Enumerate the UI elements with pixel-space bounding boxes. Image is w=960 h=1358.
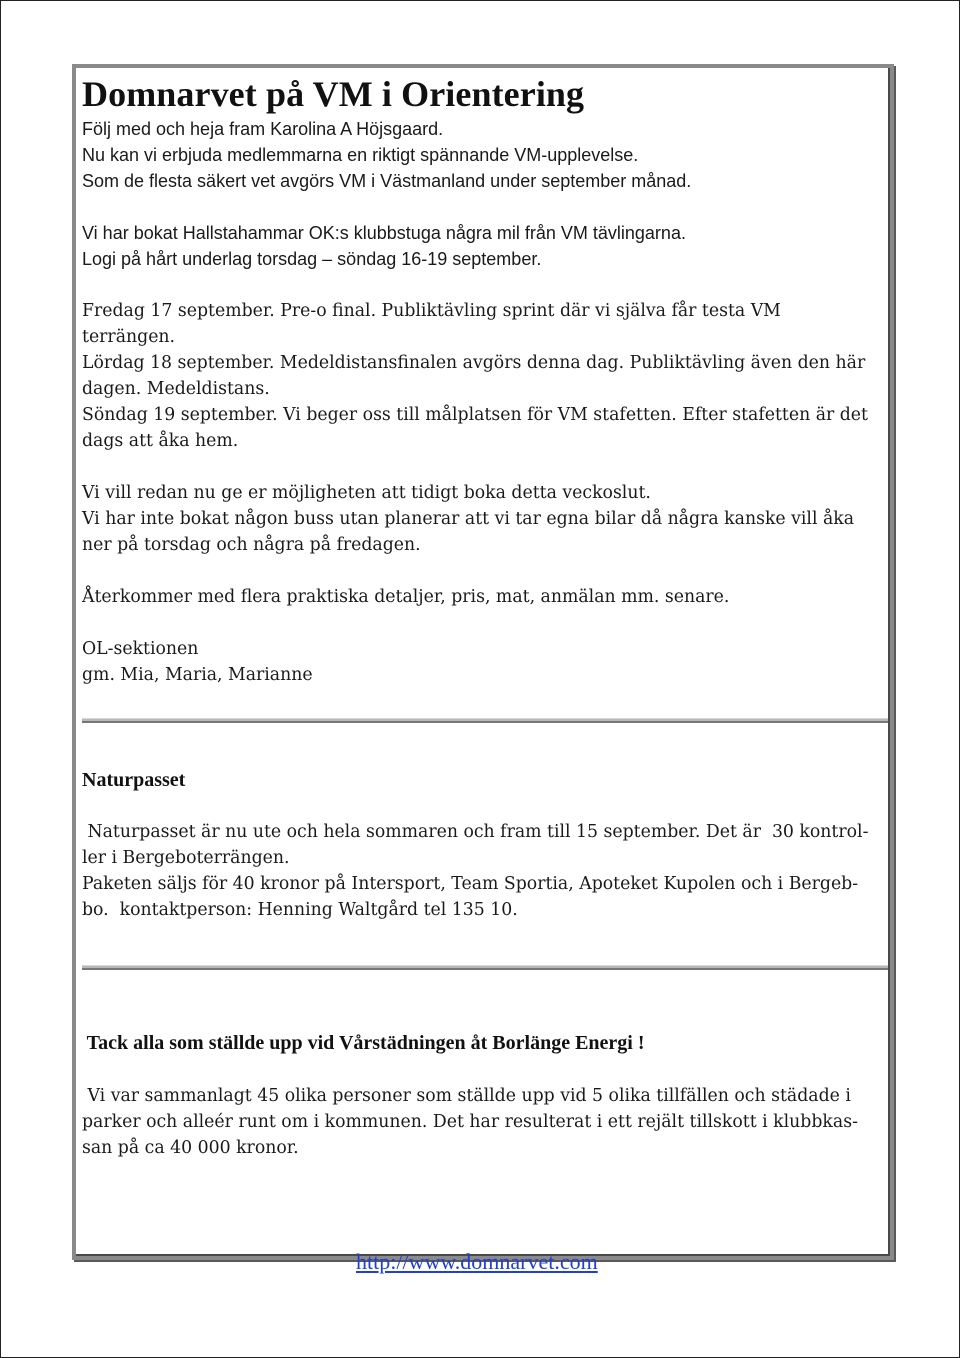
- schedule-line: Fredag 17 september. Pre-o final. Publiktävling sprint där vi själva får testa VM: [82, 301, 781, 321]
- naturpasset-line: Paketen säljs för 40 kronor på Intersport, Team Sportia, Apoteket Kupolen och i Bergeb-: [82, 874, 859, 894]
- schedule-line: terrängen.: [82, 327, 176, 347]
- intro-line: Som de flesta säkert vet avgörs VM i Västmanland under september månad.: [82, 171, 692, 191]
- intro-line: Följ med och heja fram Karolina A Höjsgaard.: [82, 119, 444, 139]
- lodging-line: Logi på hårt underlag torsdag – söndag 16-19 september.: [82, 249, 542, 269]
- naturpasset-line: ler i Bergeboterrängen.: [82, 848, 290, 868]
- intro-paragraph: [82, 116, 888, 194]
- signature-line: gm. Mia, Maria, Marianne: [82, 665, 313, 685]
- schedule-line: dags att åka hem.: [82, 431, 239, 451]
- website-link[interactable]: http://www.domnarvet.com: [356, 1249, 598, 1274]
- signature: [82, 636, 888, 688]
- booking-line: Vi vill redan nu ge er möjligheten att tidigt boka detta veckoslut.: [82, 483, 651, 503]
- vm-article: [82, 72, 888, 688]
- naturpasset-heading: Naturpasset: [82, 769, 186, 791]
- varstadning-line: Vi var sammanlagt 45 olika personer som ställde upp vid 5 olika tillfällen och städade i: [82, 1086, 851, 1106]
- signature-line: OL-sektionen: [82, 639, 199, 659]
- varstadning-line: san på ca 40 000 kronor.: [82, 1138, 299, 1158]
- naturpasset-line: bo. kontaktperson: Henning Waltgård tel 135 10.: [82, 900, 518, 920]
- lodging-paragraph: [82, 220, 888, 272]
- followup-paragraph: [82, 584, 888, 610]
- varstadning-line: parker och alleér runt om i kommunen. Det har resulterat i ett rejält tillskott i klubbkas-: [82, 1112, 858, 1132]
- booking-paragraph: [82, 480, 888, 558]
- section-divider: [82, 965, 888, 970]
- section-divider: [82, 718, 888, 723]
- varstadning-heading: Tack alla som ställde upp vid Vårstädningen åt Borlänge Energi !: [82, 1032, 645, 1054]
- schedule-line: Lördag 18 september. Medeldistansfinalen avgörs denna dag. Publiktävling även den här: [82, 353, 866, 373]
- booking-line: ner på torsdag och några på fredagen.: [82, 535, 421, 555]
- varstadning-paragraph: [82, 1083, 888, 1161]
- followup-line: Återkommer med flera praktiska detaljer, pris, mat, anmälan mm. senare.: [82, 587, 730, 607]
- naturpasset-paragraph: [82, 819, 888, 923]
- intro-line: Nu kan vi erbjuda medlemmarna en riktigt spännande VM-upplevelse.: [82, 145, 639, 165]
- lodging-line: Vi har bokat Hallstahammar OK:s klubbstuga några mil från VM tävlingarna.: [82, 223, 686, 243]
- booking-line: Vi har inte bokat någon buss utan planerar att vi tar egna bilar då några kanske vill åka: [82, 509, 855, 529]
- naturpasset-line: Naturpasset är nu ute och hela sommaren och fram till 15 september. Det är 30 kontrol-: [82, 822, 869, 842]
- schedule-line: Söndag 19 september. Vi beger oss till målplatsen för VM stafetten. Efter stafetten är det: [82, 405, 868, 425]
- schedule-line: dagen. Medeldistans.: [82, 379, 270, 399]
- schedule-paragraph: [82, 298, 888, 454]
- article-title: Domnarvet på VM i Orientering: [82, 74, 585, 114]
